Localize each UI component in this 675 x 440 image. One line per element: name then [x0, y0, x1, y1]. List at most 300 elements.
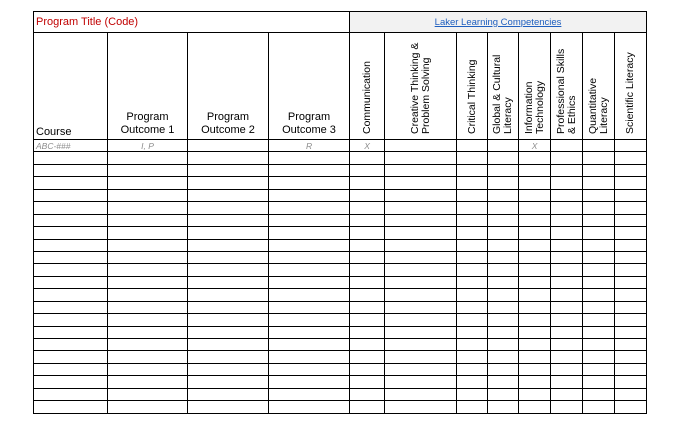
- table-cell[interactable]: [615, 314, 647, 326]
- table-cell[interactable]: [488, 227, 519, 239]
- table-cell[interactable]: [108, 401, 188, 413]
- table-cell[interactable]: [385, 339, 457, 351]
- table-cell[interactable]: [108, 388, 188, 400]
- table-cell[interactable]: [350, 164, 385, 176]
- table-cell[interactable]: [615, 363, 647, 375]
- table-cell[interactable]: [457, 152, 488, 164]
- table-cell[interactable]: [551, 301, 583, 313]
- table-cell[interactable]: X: [519, 140, 551, 152]
- table-cell[interactable]: [385, 314, 457, 326]
- table-cell[interactable]: [269, 289, 350, 301]
- table-cell[interactable]: [519, 339, 551, 351]
- table-cell[interactable]: [615, 239, 647, 251]
- table-cell[interactable]: [385, 140, 457, 152]
- table-cell[interactable]: [34, 152, 108, 164]
- table-cell[interactable]: [583, 276, 615, 288]
- table-cell[interactable]: [615, 251, 647, 263]
- table-cell[interactable]: [519, 388, 551, 400]
- table-cell[interactable]: [108, 202, 188, 214]
- table-cell[interactable]: [583, 264, 615, 276]
- table-cell[interactable]: [385, 326, 457, 338]
- table-cell[interactable]: [188, 376, 269, 388]
- table-cell[interactable]: [350, 276, 385, 288]
- table-cell[interactable]: [488, 140, 519, 152]
- table-cell[interactable]: [188, 351, 269, 363]
- table-cell[interactable]: [583, 289, 615, 301]
- table-cell[interactable]: [583, 202, 615, 214]
- table-cell[interactable]: [108, 152, 188, 164]
- table-cell[interactable]: [385, 363, 457, 375]
- table-cell[interactable]: [385, 251, 457, 263]
- table-cell[interactable]: [350, 227, 385, 239]
- table-cell[interactable]: [488, 339, 519, 351]
- table-cell[interactable]: [108, 351, 188, 363]
- table-cell[interactable]: [385, 351, 457, 363]
- table-cell[interactable]: [108, 164, 188, 176]
- table-cell[interactable]: [350, 301, 385, 313]
- table-cell[interactable]: [519, 276, 551, 288]
- table-cell[interactable]: [385, 289, 457, 301]
- laker-learning-competencies-link[interactable]: Laker Learning Competencies: [350, 12, 647, 33]
- table-cell[interactable]: [188, 214, 269, 226]
- table-cell[interactable]: [188, 239, 269, 251]
- table-cell[interactable]: [385, 227, 457, 239]
- competency-3-header: [457, 33, 488, 140]
- table-cell[interactable]: [108, 227, 188, 239]
- table-cell[interactable]: [188, 363, 269, 375]
- table-cell[interactable]: [269, 276, 350, 288]
- table-cell[interactable]: [385, 177, 457, 189]
- table-cell[interactable]: [583, 351, 615, 363]
- table-cell[interactable]: [457, 289, 488, 301]
- table-cell[interactable]: [34, 314, 108, 326]
- table-cell[interactable]: [457, 388, 488, 400]
- table-cell[interactable]: [615, 152, 647, 164]
- table-cell[interactable]: [269, 214, 350, 226]
- table-cell[interactable]: [269, 177, 350, 189]
- table-cell[interactable]: [269, 363, 350, 375]
- table-cell[interactable]: [457, 227, 488, 239]
- table-cell[interactable]: [457, 214, 488, 226]
- table-cell[interactable]: [34, 251, 108, 263]
- table-cell[interactable]: [350, 264, 385, 276]
- table-cell[interactable]: [457, 326, 488, 338]
- table-cell[interactable]: [583, 251, 615, 263]
- table-cell[interactable]: [457, 189, 488, 201]
- table-cell[interactable]: [269, 202, 350, 214]
- table-cell[interactable]: [385, 388, 457, 400]
- table-cell[interactable]: [488, 164, 519, 176]
- table-cell[interactable]: [34, 239, 108, 251]
- table-cell[interactable]: [583, 376, 615, 388]
- table-row: [34, 152, 647, 164]
- table-cell[interactable]: [583, 388, 615, 400]
- table-cell[interactable]: [350, 289, 385, 301]
- table-cell[interactable]: [519, 152, 551, 164]
- table-cell[interactable]: [34, 326, 108, 338]
- table-cell[interactable]: [488, 214, 519, 226]
- table-cell[interactable]: [108, 301, 188, 313]
- table-cell[interactable]: [188, 276, 269, 288]
- table-cell[interactable]: [385, 276, 457, 288]
- table-cell[interactable]: [488, 152, 519, 164]
- table-cell[interactable]: [108, 239, 188, 251]
- table-cell[interactable]: [519, 363, 551, 375]
- table-cell[interactable]: [269, 326, 350, 338]
- table-cell[interactable]: [350, 363, 385, 375]
- table-cell[interactable]: [615, 189, 647, 201]
- example-row: [34, 140, 647, 152]
- table-cell[interactable]: [519, 177, 551, 189]
- table-cell[interactable]: [519, 264, 551, 276]
- table-cell[interactable]: [350, 177, 385, 189]
- table-cell[interactable]: [615, 326, 647, 338]
- table-cell[interactable]: [385, 301, 457, 313]
- outcome-header-line: Program: [287, 111, 331, 123]
- table-cell[interactable]: [188, 388, 269, 400]
- table-cell[interactable]: [188, 164, 269, 176]
- course-code-cell[interactable]: ABC-###: [34, 140, 108, 152]
- table-cell[interactable]: [269, 227, 350, 239]
- table-cell[interactable]: [615, 376, 647, 388]
- table-cell[interactable]: [488, 314, 519, 326]
- table-cell[interactable]: [615, 401, 647, 413]
- table-cell[interactable]: R: [269, 140, 350, 152]
- table-row: [34, 276, 647, 288]
- table-cell[interactable]: [108, 326, 188, 338]
- table-cell[interactable]: [583, 314, 615, 326]
- table-cell[interactable]: [457, 339, 488, 351]
- table-cell[interactable]: [108, 276, 188, 288]
- table-cell[interactable]: [188, 227, 269, 239]
- table-cell[interactable]: [488, 177, 519, 189]
- table-cell[interactable]: [583, 227, 615, 239]
- table-cell[interactable]: [615, 289, 647, 301]
- outcome-3-header: [269, 33, 350, 140]
- table-cell[interactable]: [615, 276, 647, 288]
- table-row: [34, 202, 647, 214]
- table-cell[interactable]: [188, 289, 269, 301]
- table-cell[interactable]: [551, 152, 583, 164]
- table-cell[interactable]: [34, 202, 108, 214]
- table-cell[interactable]: [385, 214, 457, 226]
- table-cell[interactable]: [519, 301, 551, 313]
- table-cell[interactable]: [551, 189, 583, 201]
- table-cell[interactable]: [519, 202, 551, 214]
- table-cell[interactable]: [519, 239, 551, 251]
- table-cell[interactable]: [108, 177, 188, 189]
- table-cell[interactable]: [551, 339, 583, 351]
- table-cell[interactable]: [385, 152, 457, 164]
- table-cell[interactable]: [519, 214, 551, 226]
- competency-7-header: [583, 33, 615, 140]
- course-column-header: Course: [34, 33, 108, 140]
- table-cell[interactable]: [350, 214, 385, 226]
- table-cell[interactable]: [350, 314, 385, 326]
- table-cell[interactable]: [350, 351, 385, 363]
- table-cell[interactable]: [519, 351, 551, 363]
- table-cell[interactable]: [551, 140, 583, 152]
- table-row: [34, 326, 647, 338]
- table-cell[interactable]: [350, 376, 385, 388]
- table-cell[interactable]: [583, 339, 615, 351]
- table-cell[interactable]: [188, 189, 269, 201]
- table-cell[interactable]: [583, 239, 615, 251]
- table-cell[interactable]: [551, 388, 583, 400]
- table-cell[interactable]: [615, 301, 647, 313]
- table-cell[interactable]: [551, 264, 583, 276]
- table-cell[interactable]: [385, 202, 457, 214]
- competency-header-line: Literacy: [597, 97, 610, 134]
- competency-header-line: Scientific Literacy: [624, 52, 637, 134]
- table-cell[interactable]: [488, 276, 519, 288]
- table-cell[interactable]: [350, 401, 385, 413]
- table-cell[interactable]: [269, 339, 350, 351]
- table-cell[interactable]: [583, 363, 615, 375]
- table-cell[interactable]: [108, 189, 188, 201]
- competency-header-label: [524, 36, 546, 134]
- table-cell[interactable]: [188, 301, 269, 313]
- table-cell[interactable]: [551, 276, 583, 288]
- table-cell[interactable]: [350, 152, 385, 164]
- table-cell[interactable]: [488, 239, 519, 251]
- table-cell[interactable]: [551, 202, 583, 214]
- table-cell[interactable]: [385, 164, 457, 176]
- table-cell[interactable]: [350, 388, 385, 400]
- table-cell[interactable]: [34, 264, 108, 276]
- table-cell[interactable]: [519, 401, 551, 413]
- table-cell[interactable]: [34, 189, 108, 201]
- table-cell[interactable]: [583, 326, 615, 338]
- table-cell[interactable]: [34, 401, 108, 413]
- table-cell[interactable]: [488, 388, 519, 400]
- competency-header-label: [410, 36, 432, 134]
- table-cell[interactable]: [551, 351, 583, 363]
- table-cell[interactable]: [551, 227, 583, 239]
- table-cell[interactable]: [615, 214, 647, 226]
- table-cell[interactable]: [108, 264, 188, 276]
- table-cell[interactable]: [34, 214, 108, 226]
- table-cell[interactable]: [34, 351, 108, 363]
- competency-header-line: Global & Cultural: [491, 54, 504, 134]
- table-cell[interactable]: [108, 339, 188, 351]
- table-cell[interactable]: [615, 264, 647, 276]
- table-cell[interactable]: [188, 264, 269, 276]
- table-cell[interactable]: [34, 276, 108, 288]
- table-cell[interactable]: [188, 251, 269, 263]
- table-cell[interactable]: [519, 326, 551, 338]
- table-cell[interactable]: [188, 401, 269, 413]
- table-cell[interactable]: [583, 140, 615, 152]
- table-cell[interactable]: [350, 326, 385, 338]
- table-cell[interactable]: [34, 164, 108, 176]
- table-cell[interactable]: [269, 264, 350, 276]
- table-cell[interactable]: [34, 376, 108, 388]
- table-cell[interactable]: [269, 301, 350, 313]
- table-cell[interactable]: [488, 363, 519, 375]
- table-cell[interactable]: [488, 251, 519, 263]
- table-cell[interactable]: [457, 251, 488, 263]
- table-cell[interactable]: [615, 177, 647, 189]
- table-cell[interactable]: [488, 376, 519, 388]
- table-cell[interactable]: [551, 214, 583, 226]
- table-row: [34, 363, 647, 375]
- table-cell[interactable]: [269, 351, 350, 363]
- table-cell[interactable]: [457, 177, 488, 189]
- table-cell[interactable]: [350, 251, 385, 263]
- table-cell[interactable]: [457, 164, 488, 176]
- table-row: [34, 301, 647, 313]
- table-cell[interactable]: [551, 164, 583, 176]
- table-cell[interactable]: [269, 376, 350, 388]
- table-cell[interactable]: [269, 239, 350, 251]
- competency-header-label: [625, 36, 636, 134]
- table-cell[interactable]: [457, 301, 488, 313]
- table-cell[interactable]: [108, 289, 188, 301]
- program-title[interactable]: Program Title (Code): [34, 12, 350, 33]
- table-cell[interactable]: [188, 140, 269, 152]
- table-cell[interactable]: [269, 164, 350, 176]
- table-row: [34, 239, 647, 251]
- table-cell[interactable]: [457, 351, 488, 363]
- table-cell[interactable]: [551, 239, 583, 251]
- table-cell[interactable]: [488, 289, 519, 301]
- table-cell[interactable]: [108, 363, 188, 375]
- table-cell[interactable]: [488, 301, 519, 313]
- competency-header-label: [588, 36, 610, 134]
- table-cell[interactable]: [188, 339, 269, 351]
- table-cell[interactable]: [269, 152, 350, 164]
- table-cell[interactable]: [350, 239, 385, 251]
- table-cell[interactable]: [519, 251, 551, 263]
- table-cell[interactable]: [385, 401, 457, 413]
- table-cell[interactable]: [488, 202, 519, 214]
- table-cell[interactable]: [519, 227, 551, 239]
- table-cell[interactable]: [269, 388, 350, 400]
- table-cell[interactable]: [615, 388, 647, 400]
- table-cell[interactable]: [551, 376, 583, 388]
- table-cell[interactable]: [457, 202, 488, 214]
- table-cell[interactable]: [583, 401, 615, 413]
- table-cell[interactable]: [583, 189, 615, 201]
- table-cell[interactable]: [488, 326, 519, 338]
- table-cell[interactable]: [34, 301, 108, 313]
- table-row: [34, 376, 647, 388]
- competency-6-header: [551, 33, 583, 140]
- table-cell[interactable]: [350, 202, 385, 214]
- table-cell[interactable]: [269, 251, 350, 263]
- table-cell[interactable]: [583, 214, 615, 226]
- table-cell[interactable]: [488, 189, 519, 201]
- table-cell[interactable]: [615, 227, 647, 239]
- table-cell[interactable]: [457, 140, 488, 152]
- table-cell[interactable]: [583, 177, 615, 189]
- table-cell[interactable]: [350, 339, 385, 351]
- table-cell[interactable]: [488, 264, 519, 276]
- competency-header-label: [467, 36, 478, 134]
- table-cell[interactable]: [108, 214, 188, 226]
- competency-header-line: Literacy: [502, 97, 515, 134]
- table-cell[interactable]: I, P: [108, 140, 188, 152]
- table-cell[interactable]: X: [350, 140, 385, 152]
- table-cell[interactable]: [457, 276, 488, 288]
- table-cell[interactable]: [519, 314, 551, 326]
- table-cell[interactable]: [583, 152, 615, 164]
- table-cell[interactable]: [457, 363, 488, 375]
- table-cell[interactable]: [551, 401, 583, 413]
- table-cell[interactable]: [519, 164, 551, 176]
- table-cell[interactable]: [385, 189, 457, 201]
- table-cell[interactable]: [615, 339, 647, 351]
- table-cell[interactable]: [551, 177, 583, 189]
- table-row: [34, 177, 647, 189]
- outcome-header-line: Program: [126, 111, 169, 123]
- table-cell[interactable]: [615, 351, 647, 363]
- table-row: [34, 227, 647, 239]
- table-cell[interactable]: [188, 177, 269, 189]
- table-cell[interactable]: [583, 164, 615, 176]
- table-cell[interactable]: [615, 202, 647, 214]
- table-cell[interactable]: [188, 326, 269, 338]
- table-cell[interactable]: [615, 140, 647, 152]
- table-cell[interactable]: [385, 239, 457, 251]
- table-cell[interactable]: [108, 376, 188, 388]
- table-cell[interactable]: [269, 401, 350, 413]
- table-row: [34, 401, 647, 413]
- table-cell[interactable]: [488, 401, 519, 413]
- table-cell[interactable]: [108, 251, 188, 263]
- table-cell[interactable]: [34, 289, 108, 301]
- table-cell[interactable]: [457, 401, 488, 413]
- table-cell[interactable]: [551, 289, 583, 301]
- table-cell[interactable]: [385, 264, 457, 276]
- table-cell[interactable]: [385, 376, 457, 388]
- table-cell[interactable]: [519, 189, 551, 201]
- table-cell[interactable]: [188, 152, 269, 164]
- table-row: [34, 351, 647, 363]
- outcome-header-line: Outcome 2: [201, 124, 255, 136]
- table-cell[interactable]: [188, 202, 269, 214]
- table-cell[interactable]: [551, 326, 583, 338]
- table-cell[interactable]: [34, 388, 108, 400]
- table-cell[interactable]: [350, 189, 385, 201]
- competency-8-header: [615, 33, 647, 140]
- table-cell[interactable]: [583, 301, 615, 313]
- competency-header-label: [362, 36, 373, 134]
- table-cell[interactable]: [488, 351, 519, 363]
- table-cell[interactable]: [34, 177, 108, 189]
- table-cell[interactable]: [34, 339, 108, 351]
- table-cell[interactable]: [551, 251, 583, 263]
- table-cell[interactable]: [188, 314, 269, 326]
- table-cell[interactable]: [615, 164, 647, 176]
- table-cell[interactable]: [108, 314, 188, 326]
- table-cell[interactable]: [34, 363, 108, 375]
- table-cell[interactable]: [457, 239, 488, 251]
- table-cell[interactable]: [269, 314, 350, 326]
- table-cell[interactable]: [457, 264, 488, 276]
- table-cell[interactable]: [519, 376, 551, 388]
- table-cell[interactable]: [269, 189, 350, 201]
- table-row: [34, 289, 647, 301]
- table-row: [34, 251, 647, 263]
- table-cell[interactable]: [519, 289, 551, 301]
- table-cell[interactable]: [457, 376, 488, 388]
- table-cell[interactable]: [34, 227, 108, 239]
- table-cell[interactable]: [551, 363, 583, 375]
- table-cell[interactable]: [457, 314, 488, 326]
- table-cell[interactable]: [551, 314, 583, 326]
